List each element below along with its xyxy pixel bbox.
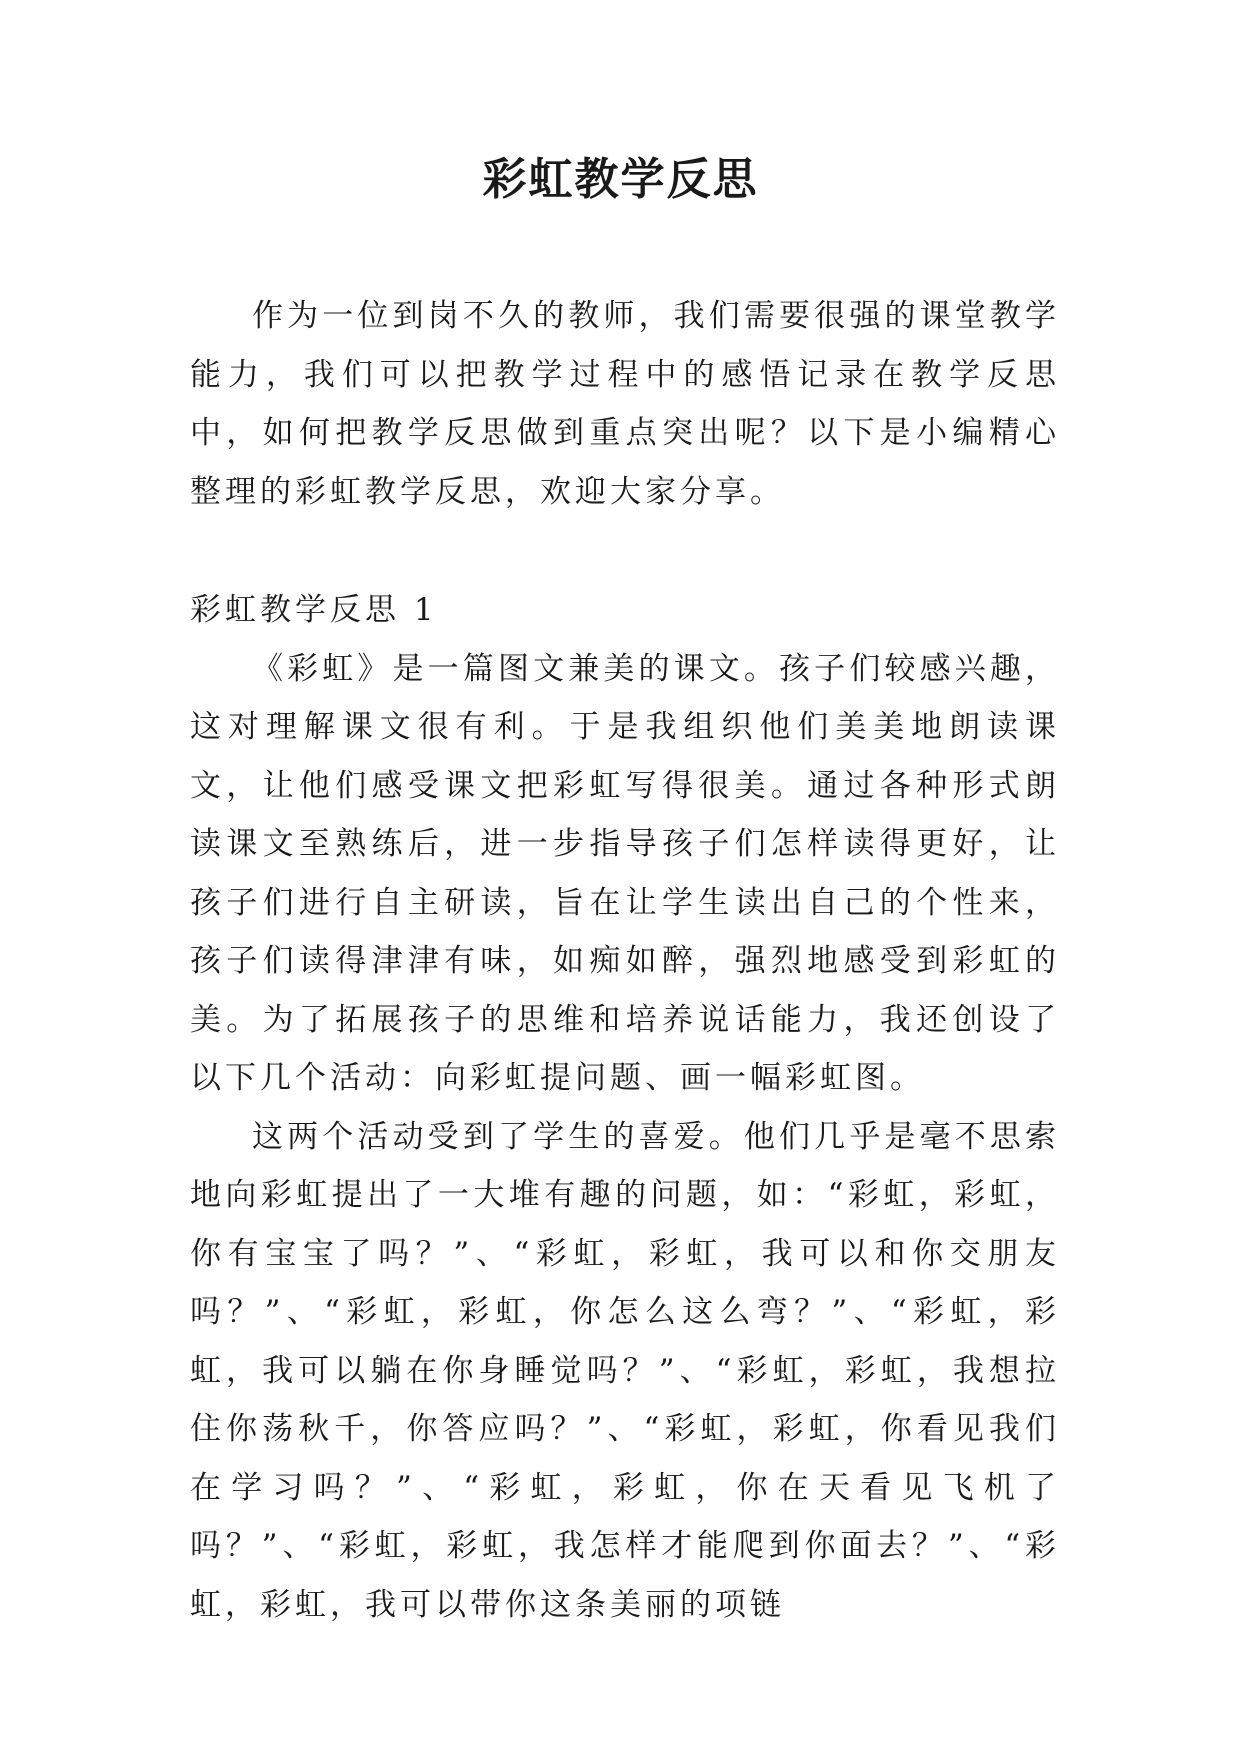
- body-paragraph: 这两个活动受到了学生的喜爱。他们几乎是毫不思索地向彩虹提出了一大堆有趣的问题，如：“彩虹，彩虹，你有宝宝了吗？”、“彩虹，彩虹，我可以和你交朋友吗？”、“彩虹，彩虹，你怎么这么弯？”、“彩虹，彩虹，我可以躺在你身睡觉吗？”、“彩虹，彩虹，我想拉住你荡秋千，你答应吗？”、“彩虹，彩虹，你看见我们在学习吗？”、“彩虹，彩虹，你在天看见飞机了吗？”、“彩虹，彩虹，我怎样才能爬到你面去？”、“彩虹，彩虹，我可以带你这条美丽的项链: [190, 1118, 1060, 1623]
- body-paragraph: 《彩虹》是一篇图文兼美的课文。孩子们较感兴趣，这对理解课文很有利。于是我组织他们美美地朗读课文，让他们感受课文把彩虹写得很美。通过各种形式朗读课文至熟练后，进一步指导孩子们怎样读得更好，让孩子们进行自主研读，旨在让学生读出自己的个性来，孩子们读得津津有味，如痴如醉，强烈地感受到彩虹的美。为了拓展孩子的思维和培养说话能力，我还创设了以下几个活动：向彩虹提问题、画一幅彩虹图。: [190, 650, 1060, 1096]
- intro-paragraph: 作为一位到岗不久的教师，我们需要很强的课堂教学能力，我们可以把教学过程中的感悟记录在教学反思中，如何把教学反思做到重点突出呢？以下是小编精心整理的彩虹教学反思，欢迎大家分享。: [190, 298, 1060, 510]
- section-1: [190, 581, 1060, 1634]
- section-heading: 彩虹教学反思 1: [190, 592, 438, 628]
- document-title: 彩虹教学反思: [482, 154, 759, 205]
- intro-block: [190, 287, 1060, 521]
